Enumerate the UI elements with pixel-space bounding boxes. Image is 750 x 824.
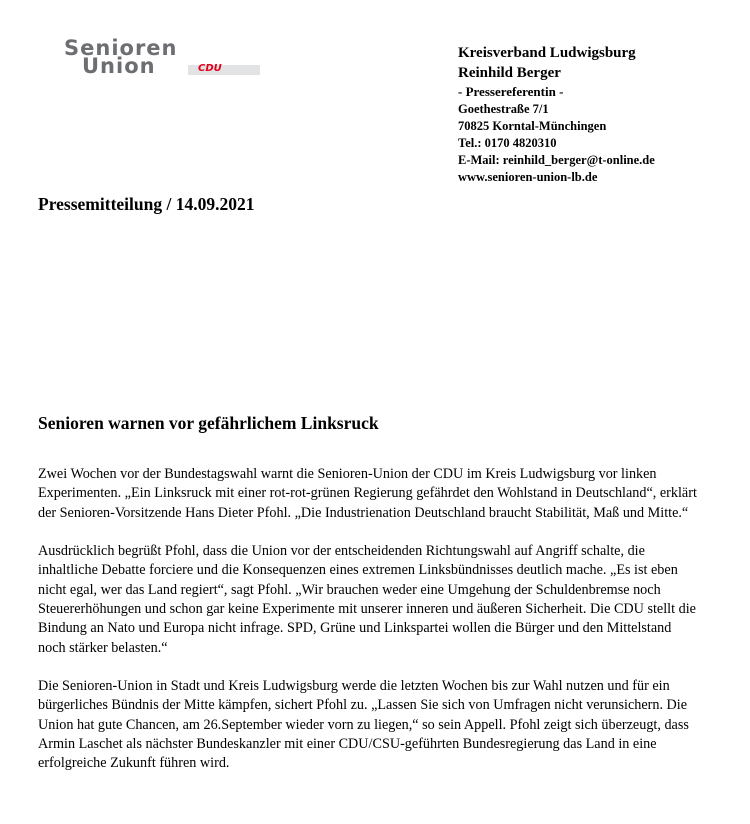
- contact-name: Reinhild Berger: [458, 65, 561, 81]
- article-paragraph-2: Ausdrücklich begrüßt Pfohl, dass die Union vor der entscheidenden Richtungswahl auf Angriff schalte, die inhaltliche Debatte forciere und die Konsequenzen eines extremen Linksbündnisses deutlich mache. „Es ist eben nicht egal, wer das Land regiert“, sagt Pfohl. „Wir brauchen weder eine Umgehung der Schuldenbremse noch Steuererhöhungen und schon gar keine Experimente mit unserer inneren und äußeren Sicherheit. Die CDU stellt die Bindung an Nato und Europa nicht infrage. SPD, Grüne und Linkspartei wollen die Bürger und den Mittelstand noch stärker belasten.“: [38, 542, 696, 656]
- logo-line-senioren: Senioren: [64, 36, 178, 60]
- contact-block: [458, 43, 655, 186]
- contact-street: Goethestraße 7/1: [458, 102, 549, 116]
- contact-email: E-Mail: reinhild_berger@t-online.de: [458, 153, 655, 167]
- contact-org: Kreisverband Ludwigsburg: [458, 45, 636, 61]
- contact-website: www.senioren-union-lb.de: [458, 170, 598, 184]
- contact-role: - Pressereferentin -: [458, 84, 564, 99]
- contact-phone: Tel.: 0170 4820310: [458, 136, 557, 150]
- article-paragraph-3: Die Senioren-Union in Stadt und Kreis Ludwigsburg werde die letzten Wochen bis zur Wahl nutzen und für ein bürgerliches Bündnis der Mitte kämpfen, sichert Pfohl zu. „Lassen Sie sich von Umfragen nicht verunsichern. Die Union hat gute Chancen, am 26.September wieder vorn zu liegen,“ so sein Appell. Pfohl zeigt sich überzeugt, dass Armin Laschet als nächster Bundeskanzler mit einer CDU/CSU-geführten Bundesregierung das Land in eine erfolgreiche Zukunft führen wird.: [38, 677, 689, 772]
- senioren-union-logo: [64, 38, 264, 78]
- logo-cdu-badge: CDU: [198, 63, 222, 74]
- contact-city: 70825 Korntal-Münchingen: [458, 119, 607, 133]
- press-release-label: Pressemitteilung / 14.09.2021: [38, 194, 255, 214]
- article-headline: Senioren warnen vor gefährlichem Linksruck: [38, 413, 379, 433]
- logo-line-union: Union: [82, 54, 156, 78]
- article-body: [38, 465, 698, 792]
- article-paragraph-1: Zwei Wochen vor der Bundestagswahl warnt die Senioren-Union der CDU im Kreis Ludwigsburg vor linken Experimenten. „Ein Linksruck mit einer rot-rot-grünen Regierung gefährdet den Wohlstand in Deutschland“, erklärt der Senioren-Vorsitzende Hans Dieter Pfohl. „Die Industrienation Deutschland braucht Stabilität, Maß und Mitte.“: [38, 466, 697, 521]
